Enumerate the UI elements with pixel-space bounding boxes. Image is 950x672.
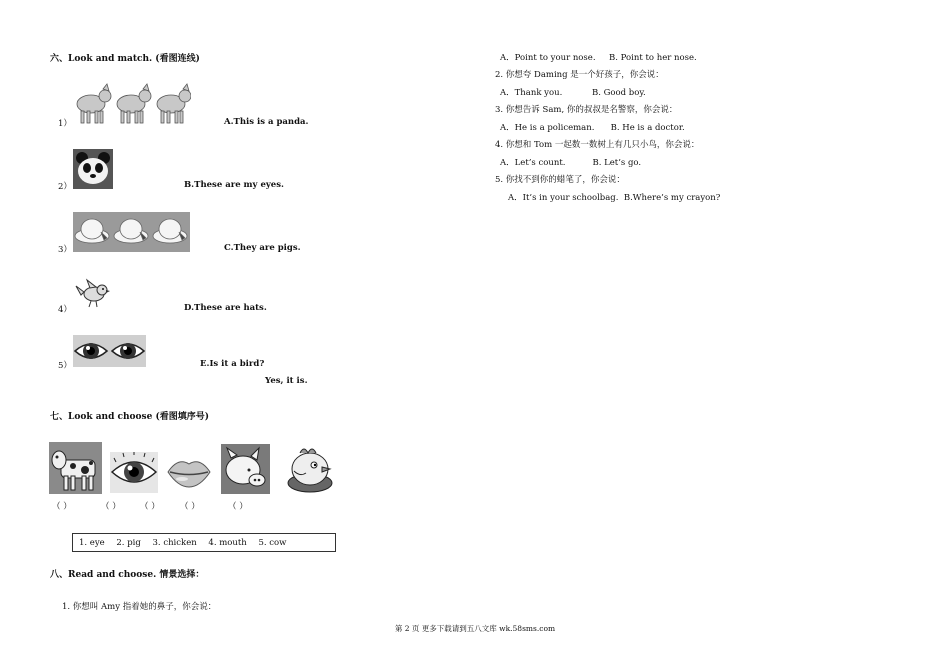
question-2: 2. 你想夸 Daming 是一个好孩子，你会说： — [495, 70, 664, 80]
word-bank-item: 3. chicken — [152, 538, 197, 548]
mouth-image — [166, 453, 212, 491]
sentence-a: A.This is a panda. — [224, 117, 309, 127]
item5-number: 5） — [58, 361, 72, 371]
pig-image — [221, 444, 270, 494]
cow-image — [49, 442, 102, 494]
item2-number: 2） — [58, 182, 72, 192]
blank-3[interactable]: （ ） — [140, 502, 160, 512]
sentence-e-answer: Yes, it is. — [265, 376, 308, 386]
bird-image — [75, 278, 111, 310]
word-bank-item: 1. eye — [79, 538, 105, 548]
question-5: 5. 你找不到你的蜡笔了，你会说： — [495, 175, 625, 185]
eye-image — [110, 452, 158, 493]
question-1-options: A．Point to your nose. B. Point to her nose. — [500, 53, 697, 63]
word-bank-item: 2. pig — [116, 538, 141, 548]
blank-5[interactable]: （ ） — [228, 502, 248, 512]
section8-heading: 八、Read and choose. 情景选择： — [50, 570, 205, 580]
question-3: 3. 你想告诉 Sam, 你的叔叔是名警察，你会说： — [495, 105, 678, 115]
item3-number: 3） — [58, 245, 72, 255]
word-bank-item: 4. mouth — [208, 538, 247, 548]
item1-number: 1） — [58, 119, 72, 129]
question-2-options: A．Thank you. B. Good boy. — [500, 88, 646, 98]
sentence-b: B.These are my eyes. — [184, 180, 284, 190]
question-3-options: A．He is a policeman. B. He is a doctor. — [500, 123, 685, 133]
question-1: 1. 你想叫 Amy 指着她的鼻子，你会说： — [62, 602, 217, 612]
word-bank-item: 5. cow — [258, 538, 287, 548]
chicken-image — [284, 445, 336, 493]
two-eyes-image — [73, 335, 146, 367]
three-pigs-image — [73, 82, 191, 127]
page-footer: 第 2 页 更多下载请到五八文库 wk.58sms.com — [394, 624, 556, 633]
question-4-options: A．Let’s count. B. Let’s go. — [500, 158, 642, 168]
section6-heading: 六、Look and match. (看图连线) — [50, 54, 200, 64]
sentence-e: E.Is it a bird? — [200, 359, 265, 369]
blank-1[interactable]: （ ） — [52, 502, 72, 512]
blank-2[interactable]: （ ） — [101, 502, 121, 512]
sentence-d: D.These are hats. — [184, 303, 267, 313]
question-4: 4. 你想和 Tom 一起数一数树上有几只小鸟，你会说： — [495, 140, 700, 150]
question-5-options: A．It’s in your schoolbag. B.Where’s my crayon? — [508, 193, 721, 203]
panda-image — [73, 149, 113, 189]
sentence-c: C.They are pigs. — [224, 243, 301, 253]
section7-heading: 七、Look and choose (看图填序号) — [50, 412, 209, 422]
blank-4[interactable]: （ ） — [180, 502, 200, 512]
item4-number: 4） — [58, 305, 72, 315]
word-bank-box — [72, 533, 336, 552]
three-hats-image — [73, 212, 190, 252]
